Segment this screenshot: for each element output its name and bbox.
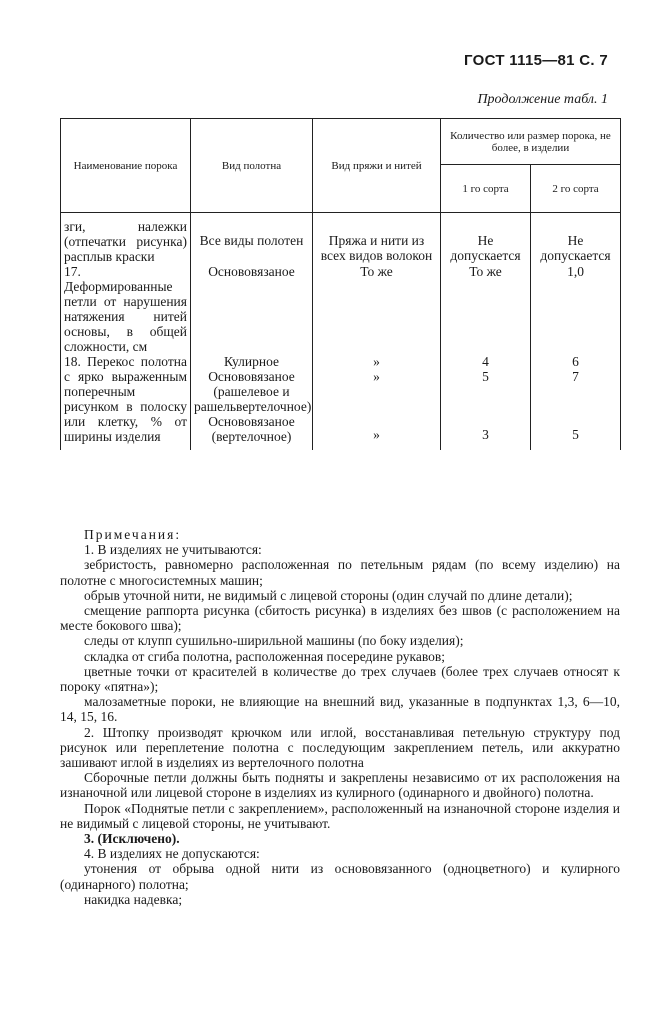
yarn-type: Пряжа и нити из всех видов волокон: [313, 213, 441, 265]
table-continuation: Продолжение табл. 1: [477, 92, 608, 107]
header-quantity: Количество или размер порока, не более, в изделии: [441, 119, 621, 165]
grade-1-value: 3: [482, 427, 489, 442]
header-yarn-type: Вид пряжи и нитей: [313, 119, 441, 213]
table-row: [61, 354, 621, 451]
defect-name: 18. Перекос полотна с ярко выраженным поперечным рисунком в полоску или клетку, % от ширины изделия: [61, 354, 191, 451]
fabric-type: Кулирное: [224, 354, 279, 369]
defect-name: 17. Деформированные петли от нарушения натяжения нитей основы, в общей сложности, см: [61, 264, 191, 354]
note-paragraph: следы от клупп сушильно-ширильной машины (по боку изделия);: [84, 633, 464, 649]
note-paragraph: складка от сгиба полотна, расположенная посередине рукавов;: [84, 648, 446, 664]
fabric-type: Основовязаное (вертелочное): [208, 414, 295, 444]
grade-1-value: 4: [482, 354, 489, 369]
note-paragraph: Порок «Поднятые петли с закреплением», расположенный на изнаночной стороне изделия и не видимый с лицевой стороны, не учитывают.: [60, 800, 620, 831]
grade-2-value: 1,0: [531, 264, 621, 354]
header-defect-name: Наименование порока: [61, 119, 191, 213]
note-paragraph: зебристость, равномерно расположенная по петельным рядам (по всему изделию) на полотне с многосистемных машин;: [60, 557, 620, 588]
grade-2-value: 5: [572, 427, 579, 442]
defects-table: [60, 118, 621, 451]
yarn-type: »: [373, 369, 380, 384]
yarn-type: »: [373, 427, 380, 442]
grade-1-value: 5: [482, 369, 489, 384]
fabric-type: Основовязаное: [191, 264, 313, 354]
note-paragraph: 2. Штопку производят крючком или иглой, восстанавливая петельную структуру под рисунок или переплетение полотна с последующим закреплением петель, или аккуратно зашивают иглой в изделиях из вертелочного полотна: [60, 724, 620, 771]
grade-1-value: Не допускается: [441, 213, 531, 265]
note-paragraph: 1. В изделиях не учитываются:: [84, 542, 262, 558]
header-fabric-type: Вид полотна: [191, 119, 313, 213]
note-paragraph: 3. (Исключено).: [84, 831, 180, 847]
fabric-type: Все виды полотен: [191, 213, 313, 265]
page-header: ГОСТ 1115—81 С. 7: [464, 52, 608, 69]
header-grade-2: 2 го сорта: [531, 165, 621, 213]
grade-1-value: То же: [441, 264, 531, 354]
note-paragraph: обрыв уточной нити, не видимый с лицевой стороны (один случай по длине детали);: [84, 587, 573, 603]
notes-title: Примечания:: [84, 527, 182, 542]
yarn-type: То же: [313, 264, 441, 354]
table-row: [61, 213, 621, 265]
note-paragraph: 4. В изделиях не допускаются:: [84, 846, 260, 862]
fabric-type: Основовязаное (рашелевое и рашельвертелочное): [194, 369, 312, 414]
defect-name: зги, належки (отпечатки рисунка) расплыв краски: [61, 213, 191, 265]
table-row: [61, 264, 621, 354]
header-grade-1: 1 го сорта: [441, 165, 531, 213]
note-paragraph: малозаметные пороки, не влияющие на внешний вид, указанные в подпунктах 1,3, 6—10, 14, 15, 16.: [60, 694, 620, 725]
yarn-type: »: [373, 354, 380, 369]
grade-2-value: Не допускается: [531, 213, 621, 265]
note-paragraph: Сборочные петли должны быть подняты и закреплены независимо от их расположения на изнаночной или лицевой стороне в изделиях из кулирного (одинарного и двойного) полотна.: [60, 770, 620, 801]
note-paragraph: утонения от обрыва одной нити из основовязанного (одноцветного) и кулирного (одинарного) полотна;: [60, 861, 620, 892]
note-paragraph: цветные точки от красителей в количестве до трех случаев (более трех случаев относят к пороку «пятна»);: [60, 663, 620, 695]
grade-2-value: 7: [572, 369, 579, 384]
note-paragraph: смещение раппорта рисунка (сбитость рисунка) в изделиях без швов (с расположением на месте бокового шва);: [60, 603, 620, 634]
grade-2-value: 6: [572, 354, 579, 369]
notes-section: [60, 527, 620, 907]
note-paragraph: накидка надевка;: [84, 891, 183, 907]
